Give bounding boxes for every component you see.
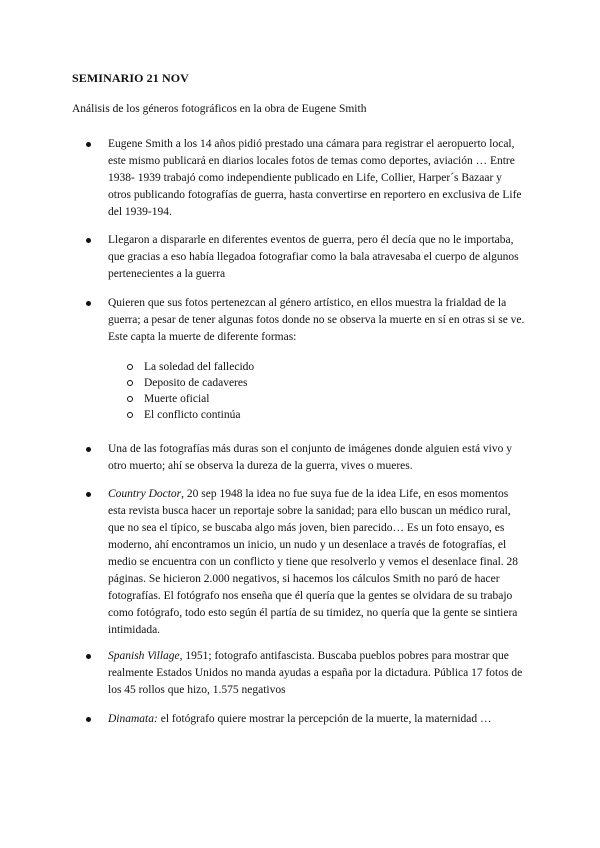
- list-item: [86, 648, 526, 699]
- list-item-text: Dinamata: el fotógrafo quiere mostrar la percepción de la muerte, la maternidad …: [108, 713, 492, 725]
- work-title: Dinamata:: [108, 713, 158, 725]
- document-subtitle: Análisis de los géneros fotográficos en la obra de Eugene Smith: [72, 103, 367, 115]
- sub-list-item: Deposito de cadaveres: [127, 375, 247, 392]
- list-item: [86, 486, 526, 639]
- sub-list-item: Muerte oficial: [127, 391, 209, 408]
- document-title: SEMINARIO 21 NOV: [72, 71, 189, 85]
- circle-bullet-icon: [127, 396, 133, 402]
- work-title: Country Doctor: [108, 488, 182, 500]
- list-item: [86, 232, 526, 283]
- list-item: [86, 441, 526, 475]
- bullet-icon: [86, 447, 91, 452]
- sub-list-item: El conflicto continúa: [127, 407, 240, 424]
- bullet-icon: [86, 654, 91, 659]
- bullet-icon: [86, 717, 91, 722]
- circle-bullet-icon: [127, 380, 133, 386]
- list-item-text: Llegaron a dispararle en diferentes eventos de guerra, pero él decía que no le importaba, que gracias a eso había llegadoa fotografiar como la bala atravesaba el cuerpo de algunos pertenecientes a la guerra: [108, 234, 519, 280]
- list-item: [86, 711, 526, 728]
- list-item-text: Country Doctor, 20 sep 1948 la idea no fue suya fue de la idea Life, en esos momentos esta revista busca hacer un reportaje sobre la sanidad; para ello buscan un médico rural, que no sea el típico, se buscaba algo más joven, bien parecido… Es un foto ensayo, es moderno, ahí encontramos un inicio, un nudo y un desenlace a través de fotografías, el medio se encuentra con un conflicto y tiene que resolverlo y vemos el desenlace final. 28 páginas. Se hicieron 2.000 negativos, si hacemos los cálculos Smith no paró de hacer fotografías. El fotógrafo nos enseña que él quería que la gentes se olvidara de su trabajo como fotógrafo, todo esto según él partía de su timidez, no quería que la gente se sintiera intimidada.: [108, 488, 519, 636]
- bullet-icon: [86, 142, 91, 147]
- list-item-text: Spanish Village, 1951; fotografo antifascista. Buscaba pueblos pobres para mostrar que realmente Estados Unidos no manda ayudas a españa por la dictadura. Pública 17 fotos de los 45 rollos que hizo, 1.575 negativos: [108, 650, 523, 696]
- list-item-text: Eugene Smith a los 14 años pidió prestado una cámara para registrar el aeropuerto local, este mismo publicará en diarios locales fotos de temas como deportes, aviación … Entre 1938- 1939 trabajó como independiente publicado en Life, Collier, Harper´s Bazaar y otros publicando fotografías de guerra, hasta convertirse en reportero en exclusiva de Life del 1939-194.: [108, 138, 522, 218]
- list-item-text: Una de las fotografías más duras son el conjunto de imágenes donde alguien está vivo y otro muerto; ahí se observa la dureza de la guerra, vives o mueres.: [108, 443, 512, 472]
- list-item: [86, 136, 526, 221]
- list-item: [86, 295, 526, 346]
- circle-bullet-icon: [127, 364, 133, 370]
- circle-bullet-icon: [127, 412, 133, 418]
- list-item-text: Quieren que sus fotos pertenezcan al género artístico, en ellos muestra la frialdad de la guerra; a pesar de tener algunas fotos donde no se observa la muerte en sí en otras si se ve. Este capta la muerte de diferente formas:: [108, 297, 525, 343]
- bullet-icon: [86, 492, 91, 497]
- sub-list-item: La soledad del fallecido: [127, 359, 254, 376]
- bullet-icon: [86, 238, 91, 243]
- bullet-icon: [86, 301, 91, 306]
- work-title: Spanish Village: [108, 650, 180, 662]
